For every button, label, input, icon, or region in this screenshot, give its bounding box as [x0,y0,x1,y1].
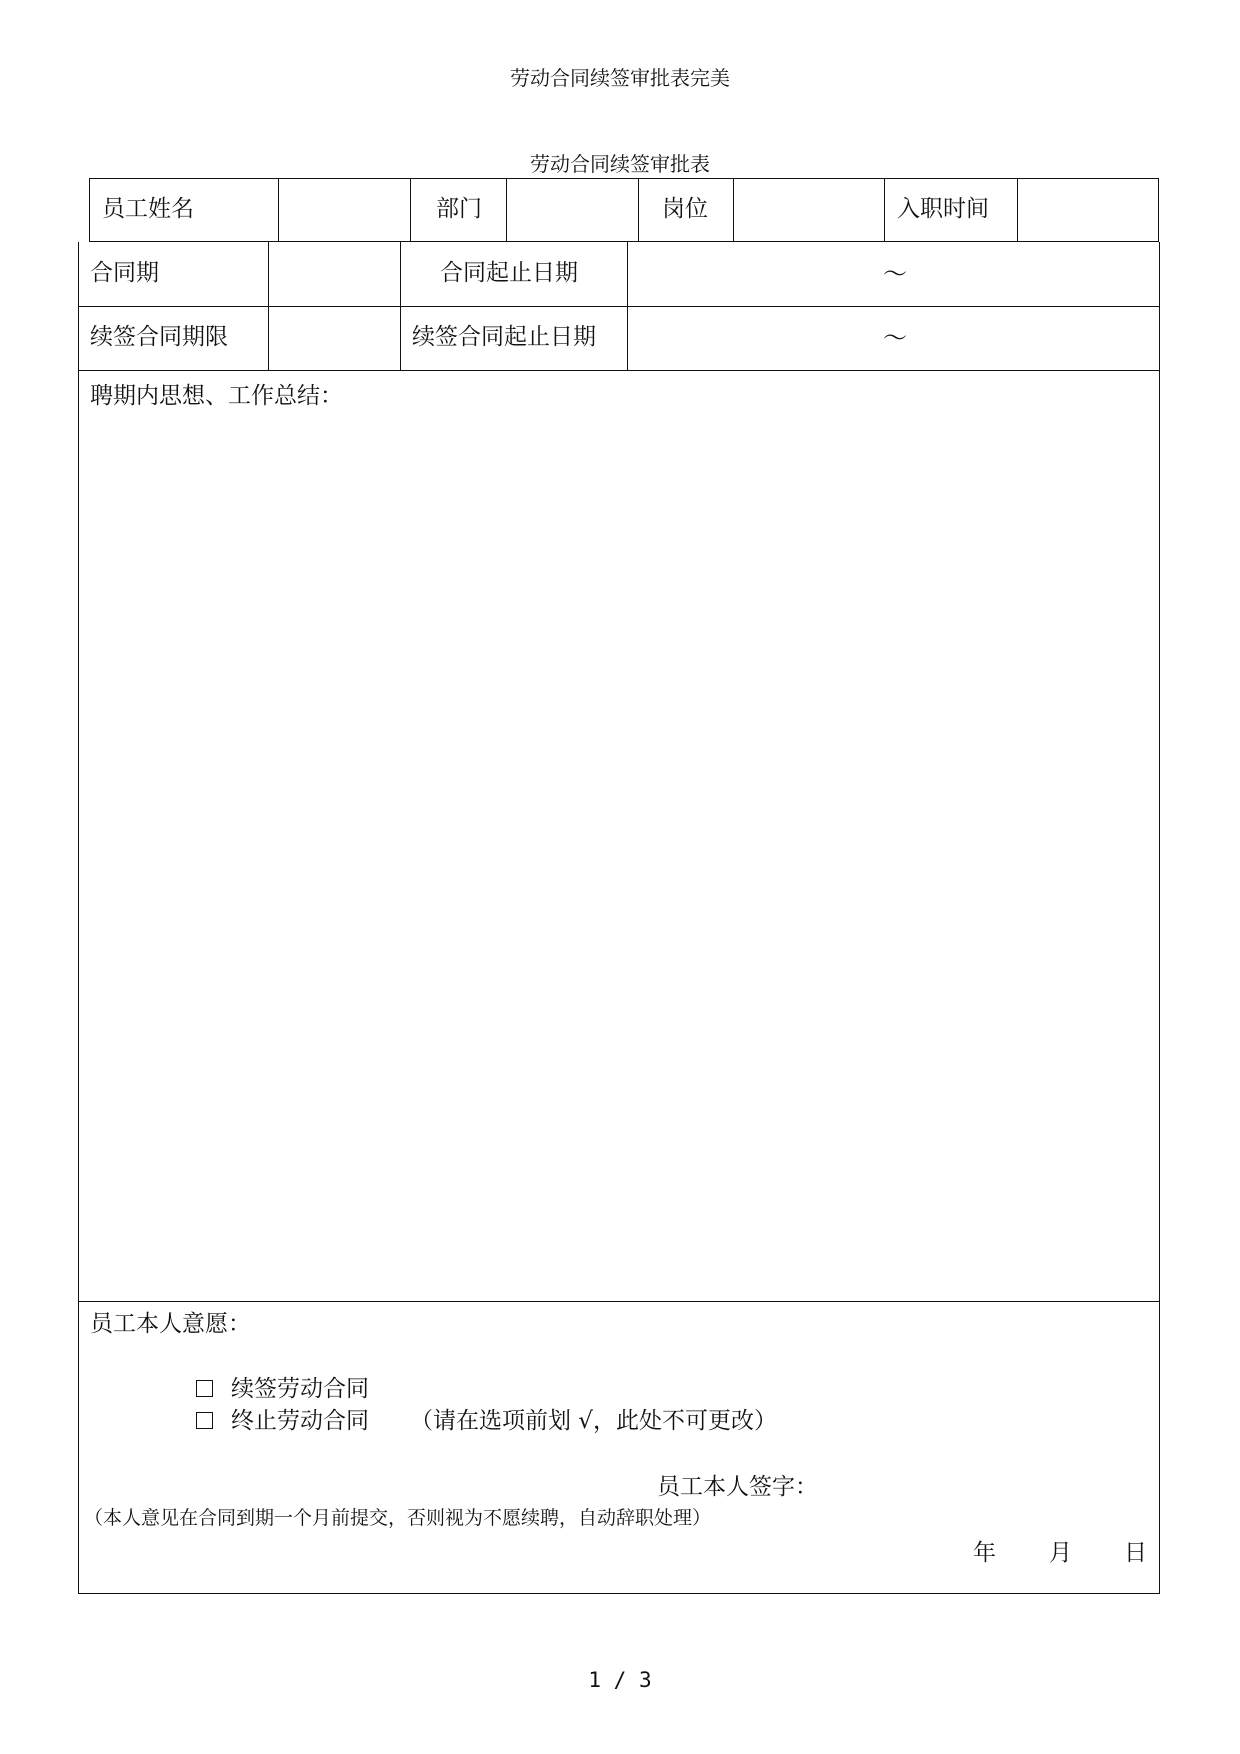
contract-dates-label: 合同起止日期 [440,260,578,286]
form-title: 劳动合同续签审批表 [530,152,710,176]
employee-intent-label: 员工本人意愿： [90,1311,251,1337]
hire-date-field[interactable] [1019,180,1157,240]
employee-name-label: 员工姓名 [102,196,194,222]
position-field[interactable] [735,180,882,240]
page-indicator: 1 / 3 [588,1668,652,1692]
renewal-period-label: 续签合同期限 [90,324,228,350]
date-month-label: 月 [1049,1540,1072,1566]
document-header: 劳动合同续签审批表完美 [510,66,730,90]
option-instruction: （请在选项前划 √，此处不可更改） [410,1408,777,1434]
option-terminate[interactable] [196,1402,369,1435]
hire-date-label: 入职时间 [897,196,989,222]
contract-period-label: 合同期 [90,260,159,286]
work-summary-label: 聘期内思想、工作总结： [90,383,343,409]
contract-period-field[interactable] [270,244,398,304]
renewal-period-field[interactable] [270,308,398,368]
signature-field[interactable] [820,1462,1150,1498]
work-summary-field[interactable] [80,412,1158,1298]
submission-note: （本人意见在合同到期一个月前提交，否则视为不愿续聘，自动辞职处理） [84,1507,712,1529]
option-terminate-label: 终止劳动合同 [231,1408,369,1434]
signature-label: 员工本人签字： [657,1474,818,1500]
contract-dates-separator: ～ [883,260,907,288]
option-renew-label: 续签劳动合同 [231,1376,369,1402]
department-label: 部门 [436,196,482,222]
date-day-label: 日 [1124,1540,1147,1566]
renewal-dates-separator: ～ [883,324,907,352]
department-field[interactable] [508,180,636,240]
date-year-label: 年 [973,1540,996,1566]
checkbox-terminate[interactable] [196,1412,213,1429]
renewal-dates-label: 续签合同起止日期 [412,324,596,350]
checkbox-renew[interactable] [196,1380,213,1397]
option-renew[interactable] [196,1370,369,1403]
position-label: 岗位 [662,196,708,222]
employee-name-field[interactable] [280,180,408,240]
